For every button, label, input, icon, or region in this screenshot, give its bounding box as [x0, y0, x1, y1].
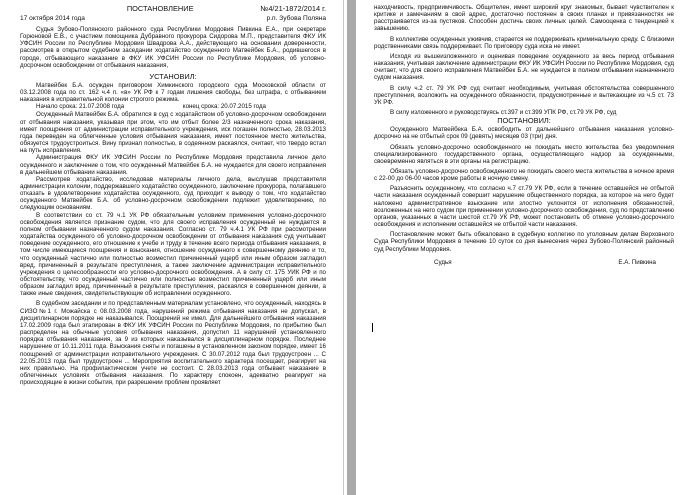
paragraph: Исходя из вышеизложенного и оценивая поведение осужденного за весь период отбывания наказания, учитывая заключение администрации ФКУ ИК УФСИН России по Республике Мордовия, суд считает, что для своего исправления Матвейбек Б.А. не нуждается в полном отбывании назначенного судом наказания.	[374, 52, 674, 82]
page-margin-line	[343, 0, 344, 495]
paragraph: В силу ч.2 ст. 79 УК РФ суд считает необходимым, учитывая обстоятельства совершенного преступления, возложить на осужденного обязанности, предусмотренные и вытекающие из ч.5 ст. 73 УК РФ.	[374, 84, 674, 106]
term-end: конец срока: 20.07.2015 года	[182, 103, 266, 111]
page-2-content	[374, 4, 674, 266]
paragraph: В коллективе осужденных уживчив, старается не поддерживать криминальную среду. С близкими родственниками связь поддерживает. По приговору суда иска не имеет.	[374, 35, 674, 50]
text-cursor[interactable]	[372, 323, 373, 332]
document-title: ПОСТАНОВЛЕНИЕ	[126, 4, 194, 13]
heading-established: УСТАНОВИЛ:	[149, 71, 197, 81]
paragraph: Обязать условно-досрочно освобожденного не покидать своего места жительства в ночное время с 22-00 до 06-00 часов кроме работы в ночную смену.	[374, 167, 674, 183]
document-date: 17 октября 2014 года	[20, 15, 85, 22]
page-1-content	[20, 4, 326, 386]
heading-resolved: ПОСТАНОВИЛ:	[497, 116, 551, 126]
signature-name: Е.А. Пивкина	[618, 258, 656, 266]
case-number: №4/21-1872/2014 г.	[260, 4, 326, 13]
document-place: р.п. Зубова Поляна	[266, 15, 326, 22]
document-page-1	[0, 0, 347, 495]
date-place-row	[20, 14, 326, 23]
document-page-2	[356, 0, 700, 495]
paragraph: Постановление может быть обжаловано в судебную коллегию по уголовным делам Верховного Суда Республики Мордовия в течение 10 суток со дня вынесения через Зубово-Полянский районный суд Республики Мордовия.	[374, 231, 674, 253]
paragraph: Матвейбек Б.А. осужден приговором Химкинского городского суда Московской области от 03.12.2008 года по ст. 162 ч.4 п. «в» УК РФ к 7 годам лишения свободы, без штрафа, с отбыванием наказания в исправительной колонии строгого режима.	[20, 81, 326, 104]
document-header	[20, 4, 326, 14]
term-row	[20, 103, 326, 111]
paragraph: Рассмотрев ходатайство, исследовав материалы личного дела, выслушав представителя администрации колонии, поддержавшего ходатайство осужденного, заключение прокурора, полагавшего отказать в удовлетворении ходатайства осужденного, суд приходит к выводу о том, что ходатайство осужденного Матвейбек Б.А. об условно-досрочном освобождении подлежит удовлетворению, по следующим основаниям.	[20, 175, 326, 212]
signature-row	[374, 259, 674, 266]
paragraph: Осужденный Матвейбек Б.А. обратился в суд с ходатайством об условно-досрочном освобождении от отбывания наказания, указывая при этом, что им отбыт более 2/3 назначенного срока наказания, имеет поощрения от администрации исправительного учреждения, иск погашен полностью, 28.03.2013 года переведен на облегченные условия отбывания наказания, имеет постоянное место жительства, обязуется трудоустроиться. Вину признал полностью, в содеянном раскаялся, считает, что твердо встал на путь исправления.	[20, 111, 326, 155]
paragraph: В силу изложенного и руководствуясь ст.397 и ст.399 УПК РФ, ст.79 УК РФ, суд	[390, 109, 617, 117]
signature-judge-label: Судья	[434, 258, 452, 266]
paragraph: В судебном заседании и по представленным материалам установлено, что осужденный, находясь в СИЗО№1 г. Можайска с 08.03.2008 года, нарушений режима отбывания наказания не допускал, в дисциплинарном порядке не наказывался. Поощрений не имел. Для дальнейшего отбывания наказания 17.02.2009 года был этапирован в ФКУ ИК УФСИН России по Республике Мордовия, по прибытию был распределен на обычные условия отбывания наказания, допустил 11 нарушений установленного порядка отбывания наказания, за 9 из которых наказывался в дисциплинарном порядке. Последнее нарушение от 10.11.2011 года. Взыскания сняты и погашены в установленном законом порядке, имеет 16 поощрений от администрации исправительного учреждения. С 30.07.2012 года был трудоустроен ... С 22.05.2013 года был трудоустроен ... Мероприятия воспитательного характера посещает, реагирует на них правильно. На профилактическом учете не состоит. С 28.03.2013 года отбывает наказание в облегченных условиях отбывания наказания. По характеру спокоен, адекватно реагирует на происходящие в жизни события, при разрешении проблем проявляет	[20, 300, 326, 387]
paragraph: Судья Зубово-Полянского районного суда Республики Мордовия Пивкина Е.А., при секретаре Горюновой Е.В., с участием помощника Дубравного прокурора Сидорова М.П., представителя ФКУ ИК УФСИН России по Республике Мордовия Швадрова А.А., действующего на основании доверенности, рассмотрев в открытом судебном заседании ходатайство осужденного Матвейбек Б.А., родившегося в городе, отбывающего наказание в ФКУ ИК УФСИН России по Республике Мордовия, об условно-досрочном освобождении от отбывания наказания,	[20, 26, 326, 69]
paragraph: Обязать условно-досрочно освобожденного не покидать место жительства без уведомления специализированного государственного органа, осуществляющего надзор за осужденными, своевременно являться в эти органы на регистрацию.	[374, 143, 674, 165]
paragraph: Осужденного Матвейбека Б.А. освободить от дальнейшего отбывания наказания условно-досрочно на не отбытый срок 09 (девять) месяцев 03 (три) дня.	[374, 126, 674, 141]
term-start: Начало срока: 21.07.2008 года	[36, 103, 125, 111]
paragraph: Администрация ФКУ ИК УФСИН России по Республике Мордовия представила личное дело осужденного и заключение о том, что осужденный Матвейбек Б.А. не нуждается для своего исправления в дальнейшем отбывании наказания.	[20, 154, 326, 176]
paragraph: Разъяснить осужденному, что согласно ч.7 ст.79 УК РФ, если в течение оставшейся не отбытой части наказания осужденный совершит нарушение общественного порядка, за которое на него будет наложено административное взыскание или злостно уклонится от исполнения обязанностей, возложенных на него судом при применении условно-досрочного освобождения, суд по представлению органов, указанных в части шестой ст.79 УК РФ, может постановить об отмене условно-досрочного освобождения и исполнении оставшейся не отбытой части наказания.	[374, 185, 674, 229]
paragraph: В соответствии со ст. 79 ч.1 УК РФ обязательным условием применения условно-досрочного освобождения является признание судом, что для своего исправления осужденный не нуждается в полном отбывании назначенного судом наказания. Согласно ст. 79 ч.4.1 УК РФ при рассмотрении ходатайства осужденного об условно-досрочном освобождении от отбывания наказания суд учитывает поведение осужденного, его отношение к учебе и труду в течение всего периода отбывания наказания, в том числе имеющиеся поощрения и взыскания, отношение осужденного к совершенному деянию и то, что осужденный частично или полностью возместил причиненный ущерб или иным образом загладил вред, причиненный в результате преступления, а также заключение администрации исправительного учреждения о целесообразности его условно-досрочного освобождения. А в силу ст. 175 УИК РФ и по обстоятельству, что осужденный частично или полностью возместил причиненный ущерб или иным образом загладил вред, причиненный в результате преступления, раскаялся в совершенном деянии, а также иные сведения, свидетельствующие об исправлении осужденного.	[20, 211, 326, 298]
paragraph: находчивость, предприимчивость. Общителен, имеет широкий круг знакомых, бывает чувствителен к критике и замечаниям в свой адрес, достаточно постоянен в своих планах и привязанностях не расстраивается из-за пустяков. Способен достичь своих личных целей. Самооценка с тенденцией к завышению.	[374, 4, 674, 33]
